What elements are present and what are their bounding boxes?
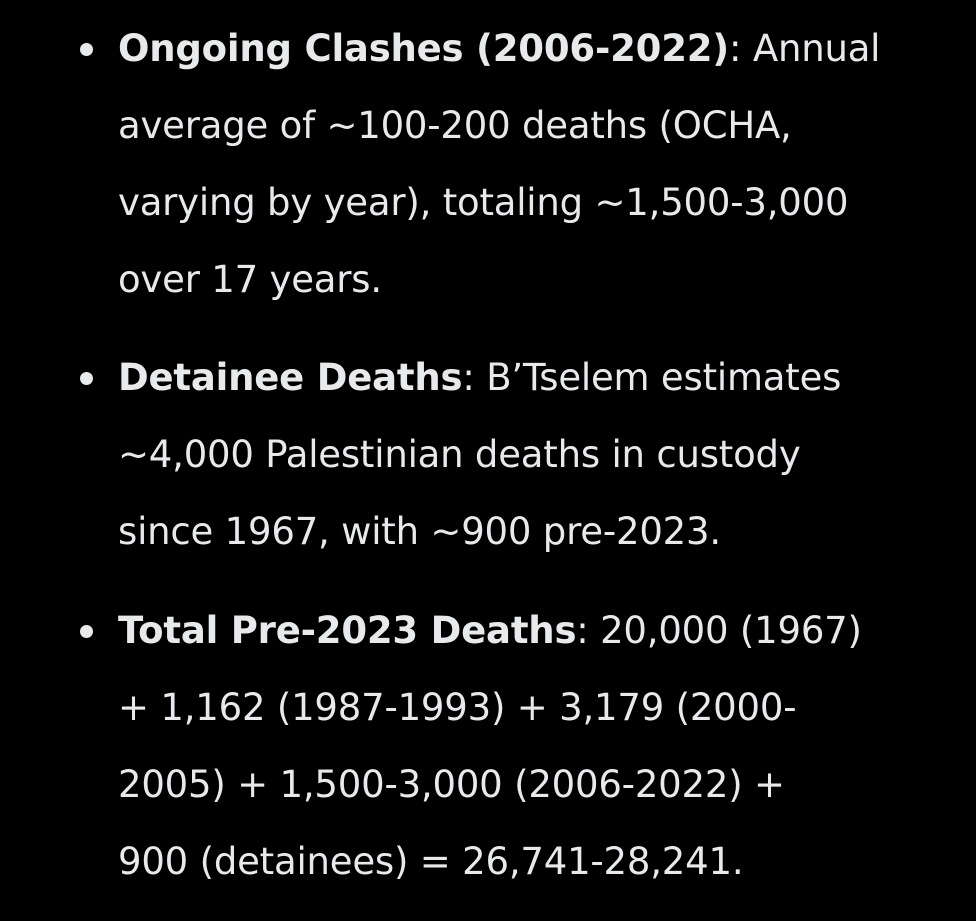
bullet-text: Detainee Deaths: B’Tselem estimates ~4,000 Palestinian deaths in custody since 1967, with ~900 pre-2023. [118,339,948,570]
bullet-line: + 1,162 (1987-1993) + 3,179 (2000- [118,686,797,729]
bullet-dot-icon [80,372,93,385]
bullet-line: 2005) + 1,500-3,000 (2006-2022) + [118,763,785,806]
bullet-line: Annual [752,27,881,70]
bullet-line: 900 (detainees) = 26,741-28,241. [118,840,744,883]
bullet-dot-icon [80,43,93,56]
bullet-term: Total Pre-2023 Deaths [118,609,577,652]
bullet-line: over 17 years. [118,258,382,301]
bullet-line: since 1967, with ~900 pre-2023. [118,510,721,553]
bullet-line: ~4,000 Palestinian deaths in custody [118,433,801,476]
bullet-line: 20,000 (1967) [600,609,862,652]
bullet-line: B’Tselem estimates [486,356,842,399]
bullet-dot-icon [80,625,93,638]
bullet-term: Detainee Deaths [118,356,463,399]
bullet-line: average of ~100-200 deaths (OCHA, [118,104,792,147]
bullet-text: Ongoing Clashes (2006-2022): Annual average of ~100-200 deaths (OCHA, varying by year), totaling ~1,500-3,000 over 17 years. [118,10,948,318]
bullet-term: Ongoing Clashes (2006-2022) [118,27,729,70]
bullet-line: varying by year), totaling ~1,500-3,000 [118,181,849,224]
bullet-text: Total Pre-2023 Deaths: 20,000 (1967) + 1,162 (1987-1993) + 3,179 (2000- 2005) + 1,500-3,000 (2006-2022) + 900 (detainees) = 26,741-28,241. [118,592,948,900]
